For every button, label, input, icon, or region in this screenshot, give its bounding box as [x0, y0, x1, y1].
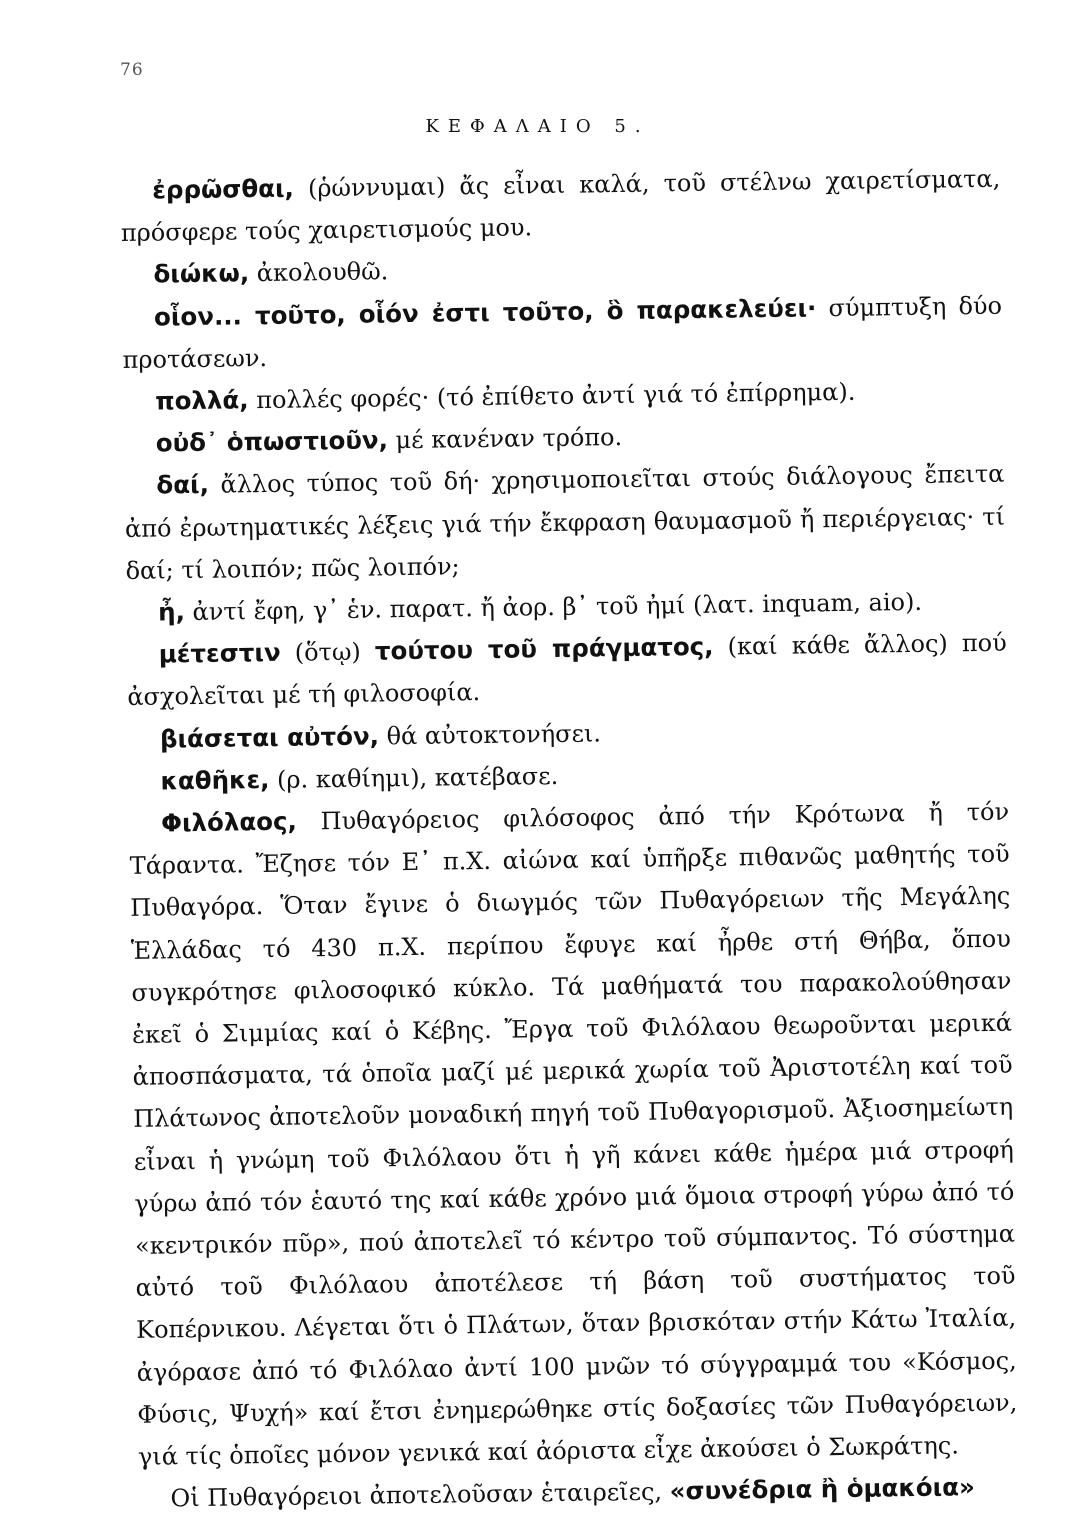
- entry-term: καθῆκε,: [160, 764, 270, 796]
- closing-text: Οἱ Πυθαγόρειοι ἀποτελοῦσαν ἑταιρεῖες,: [170, 1477, 670, 1513]
- page-number: 76: [120, 60, 144, 80]
- entry-definition: (ῥώννυμαι) ἄς εἶναι καλά, τοῦ στέλνω χαιρετίσματα, πρόσφερε τούς χαιρετισμούς μου.: [120, 164, 1001, 248]
- chapter-heading: ΚΕΦΑΛΑΙΟ 5.: [425, 116, 650, 137]
- glossary-body: [120, 158, 1019, 1520]
- entry-term: μέτεστιν: [158, 638, 281, 669]
- entry-term: Φιλόλαος,: [160, 806, 298, 838]
- entry-definition: πολλές φορές· (τό ἐπίθετο ἀντί γιά τό ἐπίρρημα).: [248, 377, 856, 415]
- entry-term: οὐδ᾿ ὁπωστιοῦν,: [155, 425, 389, 458]
- entry-definition: ἀντί ἔφη, γ᾿ ἑν. παρατ. ἤ ἀορ. β᾿ τοῦ ἠμί (λατ. inquam, aio).: [184, 587, 923, 627]
- closing-term: «συνέδρια ἢ ὁμακόια»: [669, 1472, 976, 1506]
- entry-definition: ἄλλος τύπος τοῦ δή· χρησιμοποιεῖται στούς διάλογους ἔπειτα ἀπό ἐρωτηματικές λέξεις γιά τήν ἔκφραση θαυμασμοῦ ἤ περιέργειας· τί δαί; τί λοιπόν; πῶς λοιπόν;: [124, 460, 1006, 585]
- entry-definition: (ρ. καθίημι), κατέβασε.: [269, 761, 559, 794]
- entry-definition: σύμπτυξη δύο προτάσεων.: [122, 291, 1003, 374]
- entry-term: δαί,: [156, 470, 210, 500]
- glossary-entry: [126, 622, 1007, 719]
- entry-definition: ἀκολουθῶ.: [248, 257, 389, 288]
- entry-term: βιάσεται αὐτόν,: [159, 721, 380, 754]
- entry-term-secondary: τούτου τοῦ πράγματος,: [374, 631, 714, 666]
- entry-term: ἐρρῶσθαι,: [152, 173, 295, 205]
- entry-definition: μέ κανέναν τρόπο.: [387, 423, 623, 455]
- entry-definition: Πυθαγόρειος φιλόσοφος ἀπό τήν Κρότωνα ἤ τόν Τάραντα. Ἔζησε τόν Ε᾿ π.Χ. αἰώνα καί ὑπῆρξε πιθανῶς μαθητής τοῦ Πυθαγόρα. Ὅταν ἔγινε ὁ διωγμός τῶν Πυθαγόρειων τῆς Μεγάλης Ἑλλάδας τό 430 π.Χ. περίπου ἔφυγε καί ἦρθε στή Θήβα, ὅπου συγκρότησε φιλοσοφικό κύκλο. Τά μαθήματά του παρακολούθησαν ἐκεῖ ὁ Σιμμίας καί ὁ Κέβης. Ἔργα τοῦ Φιλόλαου θεωροῦνται μερικά ἀποσπάσματα, τά ὁποῖα μαζί μέ μερικά χωρία τοῦ Ἀριστοτέλη καί τοῦ Πλάτωνος ἀποτελοῦν μοναδική πηγή τοῦ Πυθαγορισμοῦ. Ἀξιοσημείωτη εἶναι ἡ γνώμη τοῦ Φιλόλαου ὅτι ἡ γῆ κάνει κάθε ἡμέρα μιά στροφή γύρω ἀπό τόν ἑαυτό της καί κάθε χρόνο μιά ὅμοια στροφή γύρω ἀπό τό «κεντρικόν πῦρ», πού ἀποτελεῖ τό κέντρο τοῦ σύμπαντος. Τό σύστημα αὐτό τοῦ Φιλόλαου ἀποτέλεσε τή βάση τοῦ συστήματος τοῦ Κοπέρνικου. Λέγεται ὅτι ὁ Πλάτων, ὅταν βρισκόταν στήν Κάτω Ἰταλία, ἀγόρασε ἀπό τό Φιλόλαο ἀντί 100 μνῶν τό σύγγραμμά του «Κόσμος, Φύσις, Ψυχή» καί ἔτσι ἐνημερώθηκε στίς δοξασίες τῶν Πυθαγόρειων, γιά τίς ὁποῖες μόνον γενικά καί ἀόριστα εἶχε ἀκούσει ὁ Σωκράτης.: [129, 797, 1018, 1471]
- glossary-entry: [129, 791, 1018, 1478]
- entry-term: πολλά,: [155, 385, 249, 416]
- entry-term: οἷον... τοῦτο, οἷόν ἐστι τοῦτο, ὃ παρακελεύει·: [153, 292, 817, 332]
- entry-definition-continued: (καί κάθε ἄλλος) πού ἀσχολεῖται μέ τή φιλοσοφία.: [127, 628, 1007, 712]
- glossary-entry: [124, 453, 1006, 592]
- glossary-entry: [120, 158, 1001, 255]
- entry-term: διώκω,: [153, 258, 250, 289]
- entry-term: ἦ,: [157, 597, 186, 627]
- glossary-entry: [122, 284, 1003, 381]
- entry-definition: θά αὐτοκτονήσει.: [378, 718, 602, 751]
- entry-definition: (ὅτῳ): [280, 637, 376, 668]
